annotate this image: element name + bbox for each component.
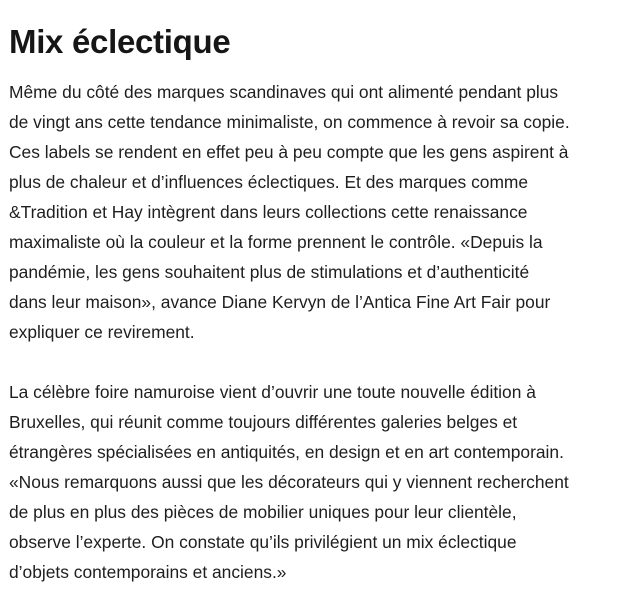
paragraph-2-line-2: Bruxelles, qui réunit comme toujours différentes galeries belges et <box>9 412 518 432</box>
paragraph-1-line-7: pandémie, les gens souhaitent plus de stimulations et d’authenticité <box>9 262 530 282</box>
paragraph-2-line-7: d’objets contemporains et anciens.» <box>9 562 287 582</box>
section-heading: Mix éclectique <box>9 23 231 60</box>
paragraph-2-line-6: observe l’experte. On constate qu’ils privilégient un mix éclectique <box>9 532 517 552</box>
paragraph-2-line-4: «Nous remarquons aussi que les décorateurs qui y viennent recherchent <box>9 472 569 492</box>
paragraph-2-line-3: étrangères spécialisées en antiquités, en design et en art contemporain. <box>9 442 564 462</box>
paragraph-1-line-6: maximaliste où la couleur et la forme prennent le contrôle. «Depuis la <box>9 232 543 252</box>
paragraph-1-line-8: dans leur maison», avance Diane Kervyn de l’Antica Fine Art Fair pour <box>9 292 551 312</box>
paragraph-1-line-3: Ces labels se rendent en effet peu à peu compte que les gens aspirent à <box>9 142 569 162</box>
paragraph-1-line-1: Même du côté des marques scandinaves qui ont alimenté pendant plus <box>9 82 559 102</box>
paragraph-1-line-2: de vingt ans cette tendance minimaliste, on commence à revoir sa copie. <box>9 112 570 132</box>
article <box>9 0 619 587</box>
paragraph-1-line-4: plus de chaleur et d’influences éclectiques. Et des marques comme <box>9 172 529 192</box>
paragraph-2-line-5: de plus en plus des pièces de mobilier uniques pour leur clientèle, <box>9 502 517 522</box>
paragraph-1-line-9: expliquer ce revirement. <box>9 322 195 342</box>
paragraph-1 <box>9 77 619 347</box>
paragraph-2 <box>9 377 619 587</box>
paragraph-1-line-5: &Tradition et Hay intègrent dans leurs collections cette renaissance <box>9 202 528 222</box>
paragraph-2-line-1: La célèbre foire namuroise vient d’ouvrir une toute nouvelle édition à <box>9 382 536 402</box>
